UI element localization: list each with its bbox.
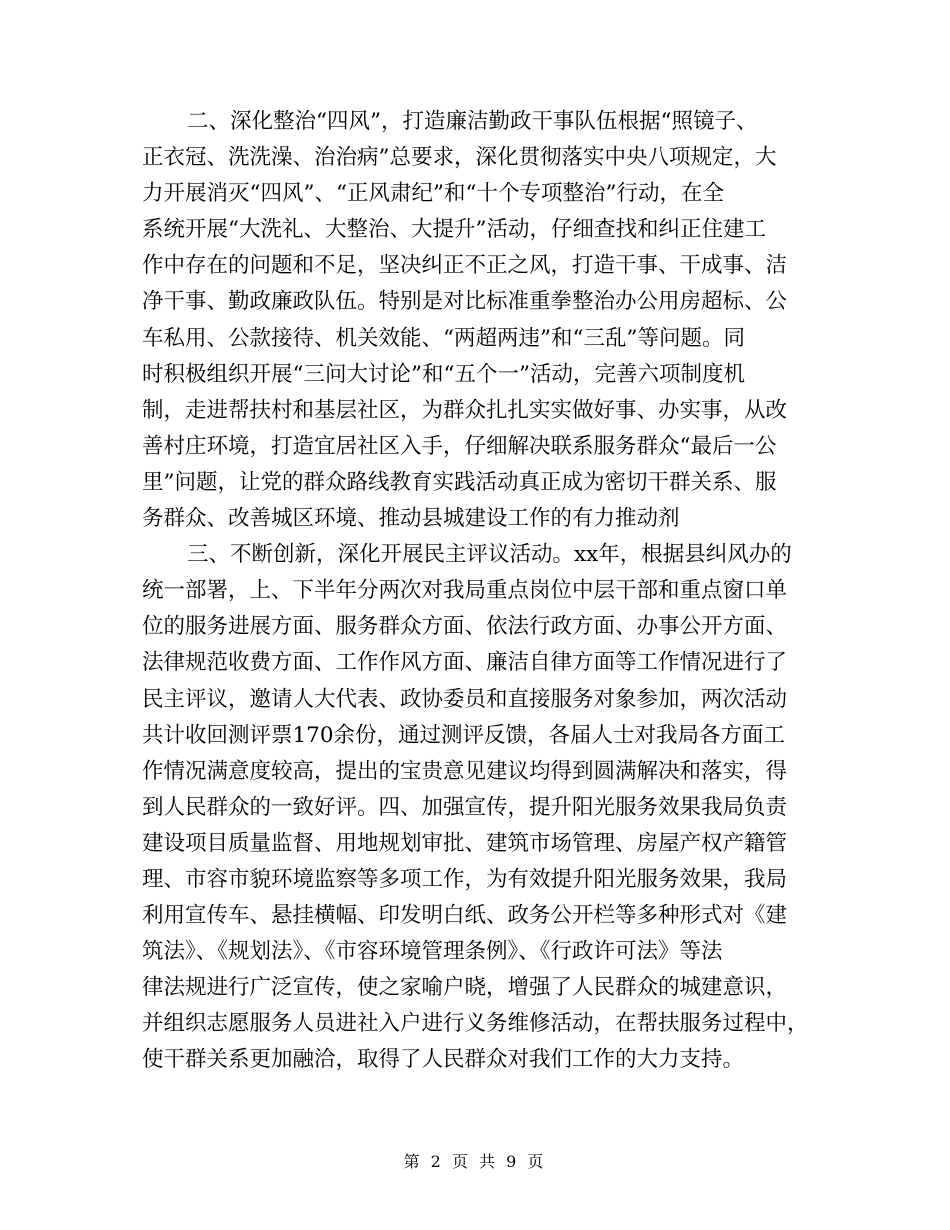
paragraph-3-line: 作情况满意度较高，提出的宝贵意见建议均得到圆满解决和落实，得: [142, 758, 788, 784]
paragraph-2-line: 正衣冠、洗洗澡、治治病”总要求，深化贯彻落实中央八项规定，大: [142, 145, 777, 171]
paragraph-2-line: 二、深化整治“四风”，打造廉洁勤政干事队伍根据“照镜子、: [187, 109, 758, 134]
paragraph-3-line: 位的服务进展方面、服务群众方面、依法行政方面、办事公开方面、: [142, 614, 788, 640]
paragraph-3-line: 理、市容市貌环境监察等多项工作，为有效提升阳光服务效果，我局: [142, 866, 788, 892]
paragraph-3-line: 共计收回测评票170余份，通过测评反馈，各届人士对我局各方面工: [142, 722, 786, 748]
paragraph-2-line: 系统开展“大洗礼、大整治、大提升”活动，仔细查找和纠正住建工: [142, 217, 766, 243]
paragraph-3-line: 并组织志愿服务人员进社入户进行义务维修活动，在帮扶服务过程中，: [142, 1011, 809, 1037]
paragraph-2-line: 作中存在的问题和不足，坚决纠正不正之风，打造干事、干成事、洁: [142, 253, 788, 279]
paragraph-2-line: 净干事、勤政廉政队伍。特别是对比标准重拳整治办公用房超标、公: [142, 289, 788, 315]
paragraph-3-line: 筑法》、《规划法》、《市容环境管理条例》、《行政许可法》等法: [142, 939, 723, 965]
paragraph-3-line: 利用宣传车、悬挂横幅、印发明白纸、政务公开栏等多种形式对《建: [142, 903, 788, 929]
paragraph-3-line: 民主评议，邀请人大代表、政协委员和直接服务对象参加，两次活动: [142, 686, 788, 712]
paragraph-2-line: 力开展消灭“四风”、“正风肃纪”和“十个专项整治”行动，在全: [142, 181, 724, 207]
paragraph-2-line: 善村庄环境，打造宜居社区入手，仔细解决联系服务群众“最后一公: [142, 433, 777, 459]
paragraph-2-line: 里”问题，让党的群众路线教育实践活动真正成为密切干群关系、服: [142, 469, 777, 495]
paragraph-3-line: 律法规进行广泛宣传，使之家喻户晓，增强了人民群众的城建意识，: [142, 975, 788, 1001]
paragraph-2-line: 车私用、公款接待、机关效能、“两超两违”和“三乱”等问题。同: [142, 325, 745, 351]
paragraph-3-line: 三、不断创新，深化开展民主评议活动。xx年，根据县纠风办的: [187, 542, 792, 568]
paragraph-3-line: 统一部署，上、下半年分两次对我局重点岗位中层干部和重点窗口单: [142, 578, 788, 604]
paragraph-2-line: 制，走进帮扶村和基层社区，为群众扎扎实实做好事、办实事，从改: [142, 397, 788, 423]
paragraph-3-line: 到人民群众的一致好评。四、加强宣传，提升阳光服务效果我局负责: [142, 794, 788, 820]
paragraph-2-line: 时积极组织开展“三问大讨论”和“五个一”活动，完善六项制度机: [142, 361, 745, 387]
paragraph-2-line: 务群众、改善城区环境、推动县城建设工作的有力推动剂: [142, 506, 680, 532]
paragraph-3-line: 使干群关系更加融洽，取得了人民群众对我们工作的大力支持。: [142, 1047, 745, 1073]
paragraph-3-line: 建设项目质量监督、用地规划审批、建筑市场管理、房屋产权产籍管: [142, 830, 788, 856]
paragraph-3-line: 法律规范收费方面、工作作风方面、廉洁自律方面等工作情况进行了: [142, 650, 788, 676]
page-number-footer: 第 2 页 共 9 页: [403, 1152, 547, 1171]
document-body: [142, 104, 812, 1079]
